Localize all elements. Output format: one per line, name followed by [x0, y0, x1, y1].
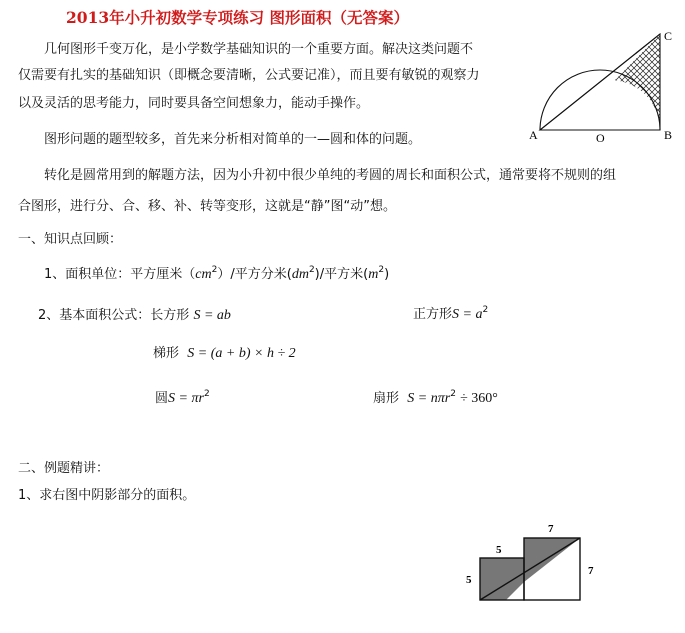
sector-formula: S = nπr [407, 391, 451, 406]
unit-dm-exp: 2 [308, 265, 315, 275]
intro-line-3: 以及灵活的思考能力，同时要具备空间想象力，能动手操作。 [18, 96, 370, 111]
sector-label: 扇形 [373, 391, 400, 406]
trapezoid-formula: S = (a + b) × h ÷ 2 [187, 346, 296, 361]
formula-trapezoid-line [153, 346, 296, 362]
intro-line-1: 几何图形千变万化，是小学数学基础知识的一个重要方面。解决这类问题不 [44, 42, 474, 57]
formula-rectangle-line [38, 308, 231, 324]
unit-close: ) [384, 267, 390, 282]
formula-sector-line [373, 391, 498, 407]
formula-square-line [413, 307, 488, 323]
square-label: 正方形 [413, 307, 453, 322]
area-units-label: 1、面积单位： [44, 267, 131, 282]
point-label-c: C [664, 29, 673, 43]
unit-m2-text: )/平方米( [314, 267, 369, 282]
area-units-line [44, 267, 389, 283]
unit-m-exp: 2 [378, 265, 385, 275]
intro-line-5: 转化是圆常用到的解题方法，因为小升初中很少单纯的考圆的周长和面积公式，通常要将不规则的组 [44, 168, 617, 183]
point-label-b: B [664, 128, 673, 142]
two-squares-figure [462, 518, 602, 610]
sector-tail: ÷ 360° [460, 391, 498, 406]
rectangle-formula: S = ab [193, 308, 231, 323]
unit-m-symbol: m [368, 267, 379, 282]
intro-line-2: 仅需要有扎实的基础知识（即概念要清晰，公式要记准），而且要有敏锐的观察力 [18, 68, 480, 83]
label-right-7: 7 [588, 565, 594, 577]
point-label-a: A [529, 128, 538, 142]
trapezoid-label: 梯形 [153, 346, 180, 361]
circle-exp: 2 [203, 389, 210, 399]
section-heading-review: 一、知识点回顾： [18, 232, 123, 247]
circle-formula: S = πr [168, 391, 204, 406]
sector-exp: 2 [450, 389, 456, 399]
unit-cm-exp: 2 [211, 265, 218, 275]
unit-cm2-text: 平方厘米（ [130, 267, 196, 282]
shaded-small-square-part [480, 558, 524, 600]
section-heading-examples: 二、例题精讲： [18, 461, 110, 476]
unit-cm-symbol: cm [195, 267, 212, 282]
semicircle-triangle-figure [526, 26, 676, 144]
circle-label: 圆 [155, 391, 169, 406]
label-mid-5: 5 [496, 544, 502, 556]
shaded-large-square-part [524, 538, 580, 582]
square-formula: S = a [452, 307, 483, 322]
unit-dm-symbol: dm [291, 267, 309, 282]
label-top-7: 7 [548, 523, 554, 535]
question-1: 1、求右图中阴影部分的面积。 [18, 488, 196, 503]
point-label-o: O [596, 131, 605, 144]
formula-circle-line [155, 391, 210, 407]
unit-dm2-text: ）/平方分米( [217, 267, 292, 282]
intro-line-4: 图形问题的题型较多，首先来分析相对简单的一—圆和体的问题。 [44, 132, 422, 147]
formulas-label: 2、基本面积公式： [38, 308, 151, 323]
intro-line-6: 合图形，进行分、合、移、补、转等变形，这就是“静”图“动”想。 [18, 199, 396, 214]
label-left-5: 5 [466, 574, 472, 586]
shaded-region [566, 34, 660, 130]
rectangle-label: 长方形 [150, 308, 190, 323]
square-exp: 2 [482, 305, 489, 315]
page-title: 2013年小升初数学专项练习 图形面积（无答案） [66, 8, 410, 27]
